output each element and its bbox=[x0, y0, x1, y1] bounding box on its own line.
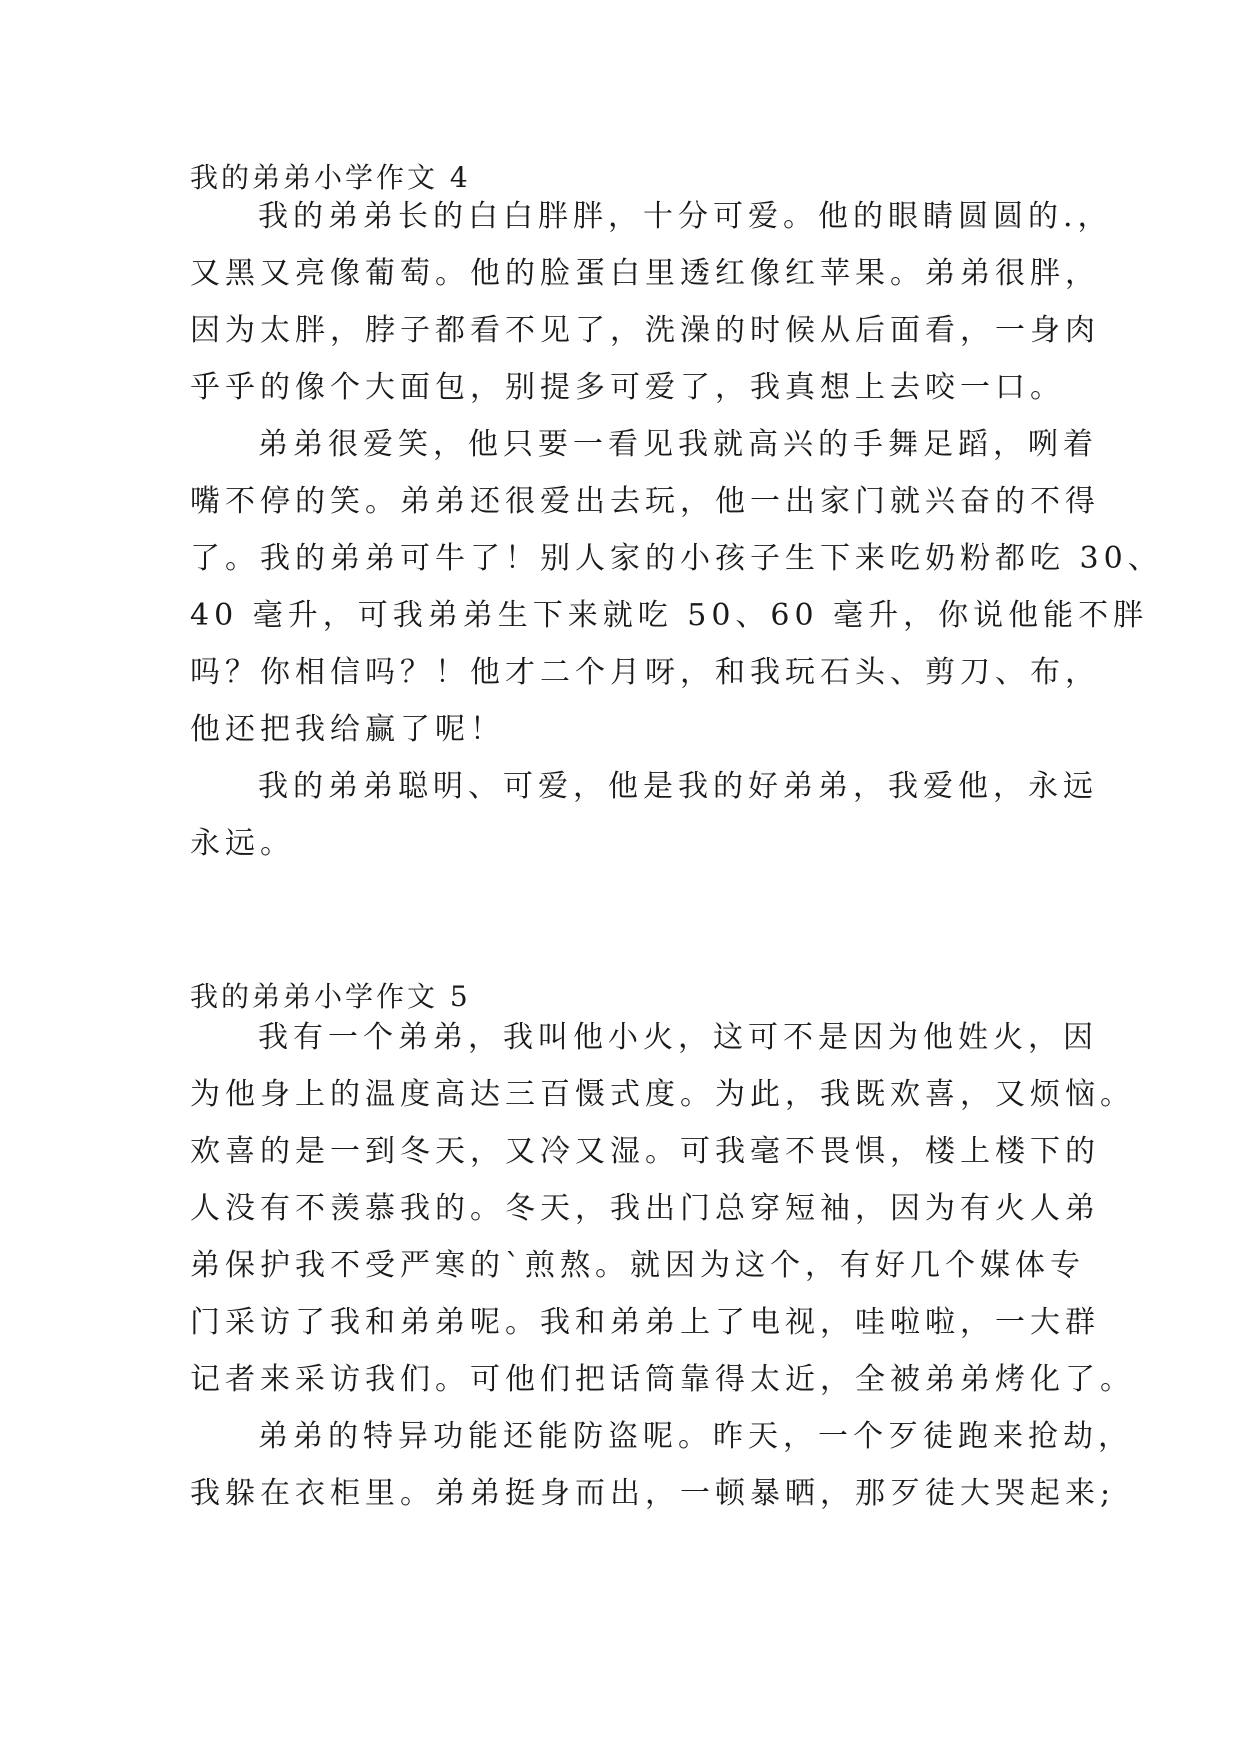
essay-line: 我躲在衣柜里。弟弟挺身而出，一顿暴晒，那歹徒大哭起来; bbox=[190, 1476, 1116, 1511]
essay-line: 永远。 bbox=[190, 826, 295, 861]
essay-line: 弟弟很爱笑，他只要一看见我就高兴的手舞足蹈，咧着 bbox=[258, 427, 1098, 462]
essay-line: 我的弟弟聪明、可爱，他是我的好弟弟，我爱他，永远 bbox=[258, 769, 1098, 804]
essay-line: 我有一个弟弟，我叫他小火，这可不是因为他姓火，因 bbox=[258, 1020, 1098, 1055]
essay-line: 人没有不羡慕我的。冬天，我出门总穿短袖，因为有火人弟 bbox=[190, 1191, 1100, 1226]
essay-line: 弟弟的特异功能还能防盗呢。昨天，一个歹徒跑来抢劫， bbox=[258, 1419, 1133, 1454]
essay-line: 他还把我给赢了呢！ bbox=[190, 712, 505, 747]
essay-line: 40 毫升，可我弟弟生下来就吃 50、60 毫升，你说他能不胖 bbox=[190, 598, 1149, 633]
essay-title: 我的弟弟小学作文 4 bbox=[190, 161, 471, 194]
essay-line: 了。我的弟弟可牛了！别人家的小孩子生下来吃奶粉都吃 30、 bbox=[190, 541, 1163, 576]
essay-line: 记者来采访我们。可他们把话筒靠得太近，全被弟弟烤化了。 bbox=[190, 1362, 1135, 1397]
essay-line: 嘴不停的笑。弟弟还很爱出去玩，他一出家门就兴奋的不得 bbox=[190, 484, 1100, 519]
essay-line: 又黑又亮像葡萄。他的脸蛋白里透红像红苹果。弟弟很胖， bbox=[190, 256, 1100, 291]
essay-line: 弟保护我不受严寒的`煎熬。就因为这个，有好几个媒体专 bbox=[190, 1248, 1085, 1283]
essay-line: 我的弟弟长的白白胖胖，十分可爱。他的眼睛圆圆的.， bbox=[258, 199, 1113, 234]
essay-line: 欢喜的是一到冬天，又冷又湿。可我毫不畏惧，楼上楼下的 bbox=[190, 1134, 1100, 1169]
essay-line: 吗？你相信吗？！他才二个月呀，和我玩石头、剪刀、布， bbox=[190, 655, 1100, 690]
essay-title: 我的弟弟小学作文 5 bbox=[190, 980, 471, 1013]
essay-line: 为他身上的温度高达三百慑式度。为此，我既欢喜，又烦恼。 bbox=[190, 1077, 1135, 1112]
essay-line: 因为太胖，脖子都看不见了，洗澡的时候从后面看，一身肉 bbox=[190, 313, 1100, 348]
essay-line: 门采访了我和弟弟呢。我和弟弟上了电视，哇啦啦，一大群 bbox=[190, 1305, 1100, 1340]
essay-line: 乎乎的像个大面包，别提多可爱了，我真想上去咬一口。 bbox=[190, 370, 1065, 405]
